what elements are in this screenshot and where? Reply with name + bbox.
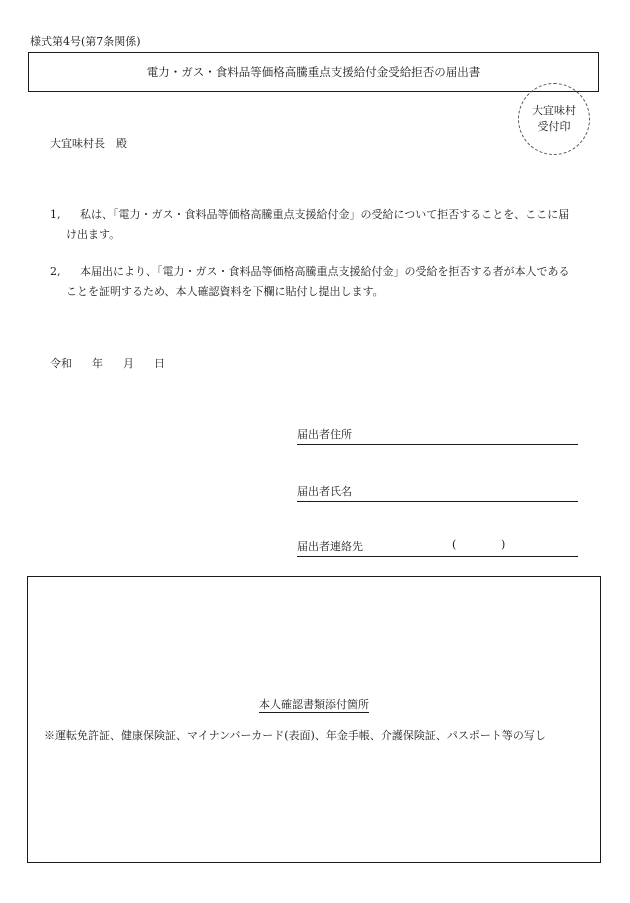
address-label: 届出者住所	[297, 428, 352, 441]
date-year: 年	[92, 357, 103, 370]
form-number: 様式第4号(第7条関係)	[30, 35, 141, 48]
clause-text: 私は、「電力・ガス・食料品等価格高騰重点支援給付金」の受給について拒否することを、ここに届け出ます。	[66, 208, 570, 241]
attachment-title	[28, 696, 600, 712]
date-month: 月	[123, 357, 134, 370]
name-label: 届出者氏名	[297, 485, 352, 498]
attachment-title-text: 本人確認書類添付箇所	[259, 698, 369, 711]
id-document-attachment-area	[27, 576, 601, 863]
clause-1	[50, 205, 580, 245]
clause-text: 本届出により、「電力・ガス・食料品等価格高騰重点支援給付金」の受給を拒否する者が本人であることを証明するため、本人確認資料を下欄に貼付し提出します。	[66, 265, 570, 298]
stamp-line-1: 大宜味村	[532, 104, 576, 117]
date-day: 日	[154, 357, 165, 370]
contact-label: 届出者連絡先	[297, 540, 363, 553]
document-title: 電力・ガス・食料品等価格高騰重点支援給付金受給拒否の届出書	[146, 65, 481, 79]
attachment-note: ※運転免許証、健康保険証、マイナンバーカード(表面)、年金手帳、介護保険証、パスポート等の写し	[44, 729, 546, 742]
clause-number: 1,	[50, 208, 61, 221]
name-field[interactable]	[297, 482, 578, 502]
stamp-line-2: 受付印	[537, 120, 571, 133]
reception-stamp-circle	[518, 83, 590, 155]
date-era: 令和	[50, 357, 72, 370]
contact-paren-open: (	[452, 538, 457, 551]
clause-number: 2,	[50, 265, 61, 278]
address-field[interactable]	[297, 425, 578, 445]
date-line	[50, 355, 165, 371]
clause-2	[50, 262, 580, 302]
contact-paren-close: )	[501, 538, 506, 551]
contact-field[interactable]	[297, 537, 578, 557]
addressee: 大宜味村長 殿	[50, 137, 127, 150]
document-title-box	[28, 52, 599, 92]
